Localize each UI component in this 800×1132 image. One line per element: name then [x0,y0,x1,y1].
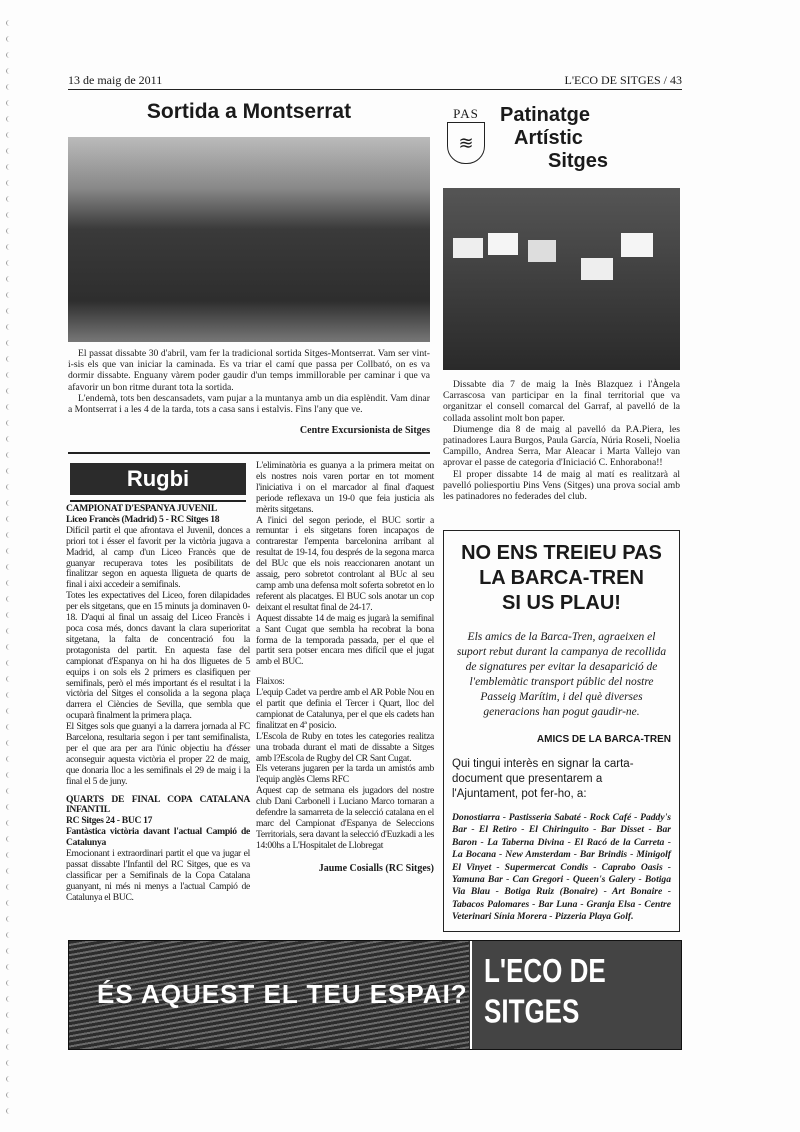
binding-hole [6,500,13,506]
binding-hole [6,36,13,42]
binding-hole [6,20,13,26]
section-rule [70,500,246,502]
binding-hole [6,244,13,250]
binding-hole [6,820,13,826]
binding-hole [6,356,13,362]
binding-hole [6,116,13,122]
binding-hole [6,564,13,570]
binding-hole [6,1108,13,1114]
skaters-photo [443,188,680,370]
binding-hole [6,692,13,698]
binding-hole [6,852,13,858]
barca-places: Donostiarra - Pastisseria Sabaté - Rock Café - Paddy's Bar - El Retiro - El Chiringuito - Bar Disset - Bar Baron - La Taberna Divina - El Racó de la Carreta - La Bocana - New Amsterdam - Bar Brindis - Minigolf El Vinyet - Supermercat Condis - Caprabo Oasis - Yamuna Bar - Can Gregori - Queen's Galery - Botiga Via Blau - Botiga Ruiz (Bonaire) - Art Bonaire - Tabacos Palomares - Bar Luna - Granja Elsa - Centre Veterinari Sínia Morera - Pizzeria Playa Golf. [452,812,671,923]
paragraph: Difícil partit el que afrontava el Juvenil, donces a priori tot i ésser el favorit per la victòria jugava a Madrid, al camp d'un Liceo Francès que de guanyar recuperava totes les posibilitats de finalitzar segon en aquesta lligueta de quarts de final i aixi accedeir a semifinals. [66,524,250,591]
binding-hole [6,388,13,394]
binding-hole [6,452,13,458]
binding-hole [6,324,13,330]
binding-hole [6,628,13,634]
headline-line: LA BARCA-TREN [479,567,644,589]
binding-hole [6,980,13,986]
binding-hole [6,308,13,314]
binding-hole [6,436,13,442]
binding-hole [6,228,13,234]
binding-hole [6,212,13,218]
binding-hole [6,1044,13,1050]
binding-hole [6,580,13,586]
binding-hole [6,724,13,730]
binding-hole [6,372,13,378]
binding-hole [6,996,13,1002]
rugbi-title: Rugbi [70,463,246,495]
headline-line: SI US PLAU! [502,592,621,614]
patinatge-title [500,104,608,173]
group-photo [68,137,430,342]
paragraph: El Sitges sols que guanyi a la darrera jornada al FC Barcelona, resultaria segon i per tant semifinalista, per el que ara per ara l'únic objectiu ha d'ésser aconseguir aquesta victòria el proper 22 de maig, que donaria lloc a les semifinals el 29 de maig i la final el 5 de juny. [66,721,250,787]
title-line: Artístic [514,127,583,149]
paragraph: Diumenge dia 8 de maig al pavelló da P.A.Piera, les patinadores Laura Burgos, Paula García, Núria Roseli, Noelia Campillo, Andrea Serra, Mar Aleacar i Marta Vallejo van aprovar el passe de categoria d'Iniciació C. Enhorabona!! [443,423,680,469]
rugbi-score: RC Sitges 24 - BUC 17 [66,815,153,827]
ad-left-text: ÉS AQUEST EL TEU ESPAI? [97,979,468,1009]
binding-hole [6,948,13,954]
binding-hole [6,196,13,202]
binding-hole [6,932,13,938]
paragraph: El passat dissabte 30 d'abril, vam fer la tradicional sortida Sitges-Montserrat. Vam ser vint-i-sis els que van iniciar la caminada. Es va triar el camí que passa per Collbató, on es va dormir dissabte. Enguany vàrem poder gaudir d'un temps immillorable per caminar i que va afavorir un bon ritme durant tota la sortida. [68,348,430,393]
montserrat-body [68,348,430,436]
binding-hole [6,1092,13,1098]
headline-line: NO ENS TREIEU PAS [461,542,662,564]
binding-hole [6,404,13,410]
binding-hole [6,132,13,138]
barca-call: Qui tingui interès en signar la carta-document que presentarem a l'Ajuntament, pot fer-ho, a: [452,758,634,800]
binding-hole [6,1076,13,1082]
paragraph: El proper dissabte 14 de maig al matí es realitzarà al pavelló poliesportiu Pins Vens (Sitges) una prova social amb les patinadores no federades del club. [443,468,680,503]
binding-hole [6,260,13,266]
binding-hole [6,292,13,298]
paragraph: L'eliminatòria es guanya a la primera meitat on els nostres nois varen portar en tot moment l'iniciativa i on el marcador al final d'aquest periode reflexava un 19-0 que feia justicia als mèrits sitgetans. [256,460,434,515]
binding-hole [6,52,13,58]
binding-hole [6,804,13,810]
paragraph: Aquest cap de setmana els jugadors del nostre club Dani Carbonell i Luciano Marco tornaran a defendre la samarreta de la selecció catalana en el marc del Campionat d'Espanya de Seleccions Territorials, sera davant la selecció d'Euzkadi a les 14:00hs a L'Hospitalet de Llobregat [256,785,434,851]
binding-hole [6,276,13,282]
binding-hole [6,420,13,426]
binding-hole [6,180,13,186]
paragraph: A l'inici del segon periode, el BUC sortir a remuntar i els sitgetans foren incapaços de contrarestar l'empenta barcelonina arribant al resultat de 19-14, fou després de la segona marca del BUc que els nois reaccionaren anotant un assaig, pero sobretot controlant al BUc al seu camp amb una defensa molt soferta sobretot en lo referent als placatges. El BUC sols anotar un cop deixant el resultat final de 24-17. [256,514,434,613]
binding-hole [6,340,13,346]
rugbi-heading: CAMPIONAT D'ESPANYA JUVENIL [66,503,217,514]
paragraph: Els veterans jugaren per la tarda un amistós amb l'equip anglès Clems RFC [256,763,434,786]
rugbi-score: Liceo Francès (Madrid) 5 - RC Sitges 18 [66,513,220,525]
binding-hole [6,772,13,778]
binding-hole [6,1060,13,1066]
binding-hole [6,532,13,538]
binding-hole [6,740,13,746]
pas-logo [444,106,488,164]
binding-hole [6,708,13,714]
binding-hole [6,148,13,154]
binding-hole [6,548,13,554]
title-line: Sitges [548,150,609,172]
binding-hole [6,612,13,618]
binding-hole [6,868,13,874]
paragraph: Totes les expectatives del Liceo, foren dilapidades per els sitgetans, que en 15 minuts ja dominaven 0-18. D'aqui al final un assaig del Liceo Francès i poca cosa més, doncs davant la clara superioritat sitgetana, la falta de concentració fou la protagonista del partit. En aquesta fase del campionat d'Espanya on hi ha dos lliguetes de 5 equips i on sols els 2 primers es clasifiquen per semifinals, però el més important és el resultat i la victòria del Sitges el consolida a la segona plaça darrera el Ciències de Sevilla, que sembla que ocuparà finalment la primera plaça. [66,590,250,722]
rugbi-col1 [66,504,250,904]
binding-hole [6,676,13,682]
binding-hole [6,884,13,890]
paragraph: Aquest dissabte 14 de maig es jugarà la semifinal a Sant Cugat que sembla ha recobrat la bona forma de la temporada passada, per el que el partit sera potser encara mes difícil que el jugat amb el BUC. [256,612,434,668]
paragraph: Emocionant i extraordinari partit el que va jugar el passat dissabte l'Infantil del RC Sitges, que es va classificar per a Semifinals de la Copa Catalana guanyant, ni més ni menys a l'actual Campió de Catalunya el BUC. [66,848,250,903]
binding-hole [6,788,13,794]
montserrat-title: Sortida a Montserrat [146,100,352,123]
binding-hole [6,100,13,106]
barca-tren-box [443,530,680,932]
binding-hole [6,164,13,170]
binding-hole [6,916,13,922]
paragraph: L'endemà, tots ben descansadets, vam pujar a la muntanya amb un dia esplèndit. Vam dinar a Montserrat i a les 4 de la tarda, tots a casa sans i estalvis. Fins l'any que ve. [68,392,430,416]
binding-hole [6,1028,13,1034]
barca-signature: AMICS DE LA BARCA-TREN [536,734,671,745]
ad-banner [68,940,682,1050]
binding-hole [6,596,13,602]
binding-hole [6,836,13,842]
binding-hole [6,468,13,474]
binding-hole [6,964,13,970]
issue-date: 13 de maig de 2011 [68,73,163,87]
montserrat-signature: Centre Excursionista de Sitges [299,425,430,437]
publication-page: L'ECO DE SITGES / 43 [564,73,682,87]
binding-hole [6,900,13,906]
rugbi-heading: QUARTS DE FINAL COPA CATALANA INFANTIL [66,793,250,816]
skate-shield-icon: ≋ [447,122,485,164]
rugbi-subheading: Fantàstica victòria davant l'actual Campió de Catalunya [66,826,250,849]
flash-title: Flaixos: [256,676,285,688]
paragraph: L'Escola de Ruby en totes les categories realitza una trobada durant el mati de dissabte a Sitges amb l?Escola de Rugby del CR Sant Cugat. [256,730,434,764]
ad-right-text: L'ECO DE SITGES [484,951,606,1031]
binding-hole [6,516,13,522]
binding-hole [6,756,13,762]
binding-hole [6,84,13,90]
binding-hole [6,484,13,490]
patinatge-body [443,379,680,502]
barca-headline [444,541,679,616]
header-rule [68,89,682,90]
rugbi-signature: Jaume Cosialls (RC Sitges) [318,862,434,874]
rugbi-col2 [256,461,434,875]
paragraph: L'equip Cadet va perdre amb el AR Poble Nou en el partit que definia el Tercer i Quart, lloc del campionat de Catalunya, per el que els cadets han finalitzat en 4ª posicio. [256,687,434,731]
binding-hole [6,1012,13,1018]
binding-hole [6,660,13,666]
paragraph: Dissabte dia 7 de maig la Inès Blazquez i l'Àngela Carrascosa van participar en la final territorial que va organitzar el consell comarcal del Garraf, al pavelló de la collada assolint molt bon paper. [443,379,680,424]
section-rule [68,452,430,454]
logo-text: PAS [453,106,479,121]
binding-hole [6,644,13,650]
barca-thanks: Els amics de la Barca-Tren, agraeixen el suport rebut durant la campanya de recollida de signatures per evitar la desaparició de l'emblemàtic transport públic del nostre Passeig Marítim, i del què diverses generacions han pogut gaudir-ne. [456,631,667,718]
title-line: Patinatge [500,104,591,126]
binding-hole [6,68,13,74]
